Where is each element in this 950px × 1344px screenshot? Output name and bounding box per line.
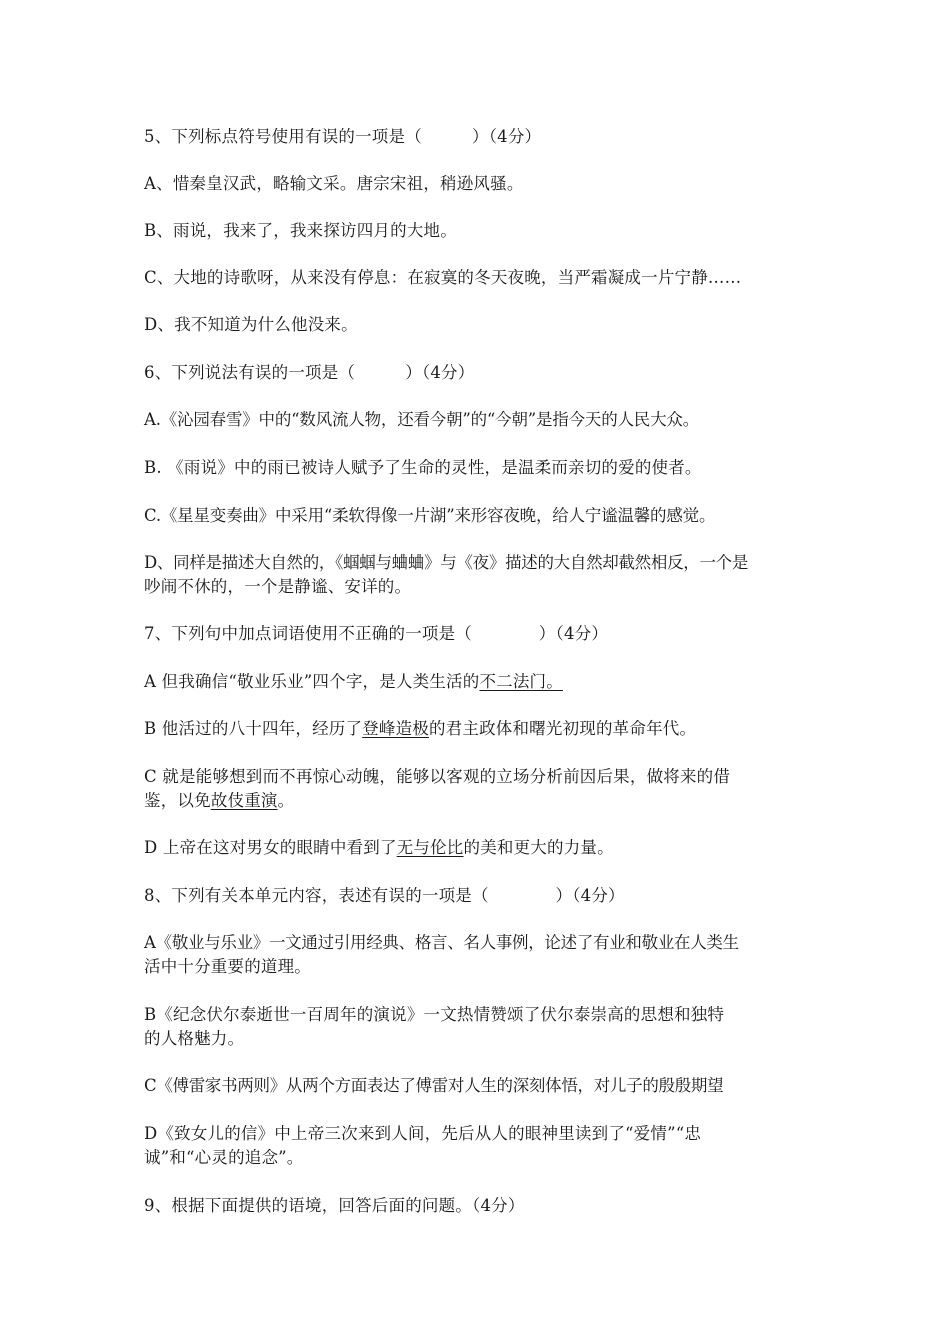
q7-option-d-text-pre: D 上帝在这对男女的眼睛中看到了 (144, 838, 397, 857)
q7-option-d-text-post: 的美和更大的力量。 (463, 838, 614, 857)
q6-option-d-line2: 吵闹不休的，一个是静谧、安详的。 (144, 577, 412, 596)
q8-option-b-line1: B《纪念伏尔泰逝世一百周年的演说》一文热情赞颂了伏尔泰崇高的思想和独特 (144, 1005, 725, 1024)
q9-stem: 9、根据下面提供的语境，回答后面的问题。（4分） (144, 1196, 525, 1215)
q6-stem: 6、下列说法有误的一项是（ ）（4分） (144, 363, 475, 382)
q8-option-c: C《傅雷家书两则》从两个方面表达了傅雷对人生的深刻体悟，对儿子的殷殷期望 (144, 1076, 724, 1095)
q6-option-a: A.《沁园春雪》中的“数风流人物，还看今朝”的“今朝”是指今天的人民大众。 (144, 410, 700, 429)
q7-option-b-text-post: 的君主政体和曙光初现的革命年代。 (428, 719, 697, 738)
q8-option-d-line2: 诚”和“心灵的追念”。 (144, 1148, 304, 1167)
q6-option-d-line1: D、同样是描述大自然的，《蝈蝈与蛐蛐》与《夜》描述的大自然却截然相反，一个是 (144, 553, 749, 572)
q7-option-c-text-pre: 鉴，以免 (144, 791, 211, 810)
q7-option-a (144, 670, 808, 694)
q7-option-b-text-pre: B 他活过的八十四年，经历了 (144, 719, 363, 738)
q7-option-b (144, 717, 808, 741)
q5-option-a: A、惜秦皇汉武，略输文采。唐宗宋祖，稍逊风骚。 (144, 174, 524, 193)
q8-option-d-line1: D《致女儿的信》中上帝三次来到人间，先后从人的眼神里读到了“爱情”“忠 (144, 1124, 702, 1143)
q7-option-a-text: A 但我确信“敬业乐业”四个字，是人类生活的 (144, 672, 480, 691)
q7-option-d (144, 836, 808, 860)
q6-option-c: C.《星星变奏曲》中采用“柔软得像一片湖”来形容夜晚，给人宁谧温馨的感觉。 (144, 506, 716, 525)
q5-option-d: D、我不知道为什么他没来。 (144, 315, 358, 334)
q8-option-b-line2: 的人格魅力。 (144, 1029, 245, 1048)
q8-option-a-line1: A《敬业与乐业》一文通过引用经典、格言、名人事例，论述了有业和敬业在人类生 (144, 933, 739, 952)
q7-stem: 7、下列句中加点词语使用不正确的一项是（ ）（4分） (144, 624, 609, 643)
q7-option-c-text-post: 。 (277, 791, 295, 810)
q7-option-d-marked-word: 无与伦比 (396, 838, 464, 857)
q5-option-c: C、大地的诗歌呀，从来没有停息：在寂寞的冬天夜晚，当严霜凝成一片宁静…… (144, 268, 742, 287)
q7-option-a-marked-word: 不二法门。 (479, 672, 563, 691)
q8-stem: 8、下列有关本单元内容，表述有误的一项是（ ）（4分） (144, 886, 625, 905)
q8-option-a-line2: 活中十分重要的道理。 (144, 957, 311, 976)
q7-option-c-line2 (144, 789, 808, 813)
q7-option-c-line1: C 就是能够想到而不再惊心动魄，能够以客观的立场分析前因后果，做将来的借 (144, 767, 731, 786)
q7-option-c-marked-word: 故伎重演 (210, 791, 278, 810)
q5-option-b: B、雨说，我来了，我来探访四月的大地。 (144, 221, 457, 240)
q7-option-b-marked-word: 登峰造极 (362, 719, 429, 738)
q5-stem: 5、下列标点符号使用有误的一项是（ ）（4分） (144, 127, 542, 146)
q6-option-b: B. 《雨说》中的雨已被诗人赋予了生命的灵性，是温柔而亲切的爱的使者。 (144, 458, 702, 477)
